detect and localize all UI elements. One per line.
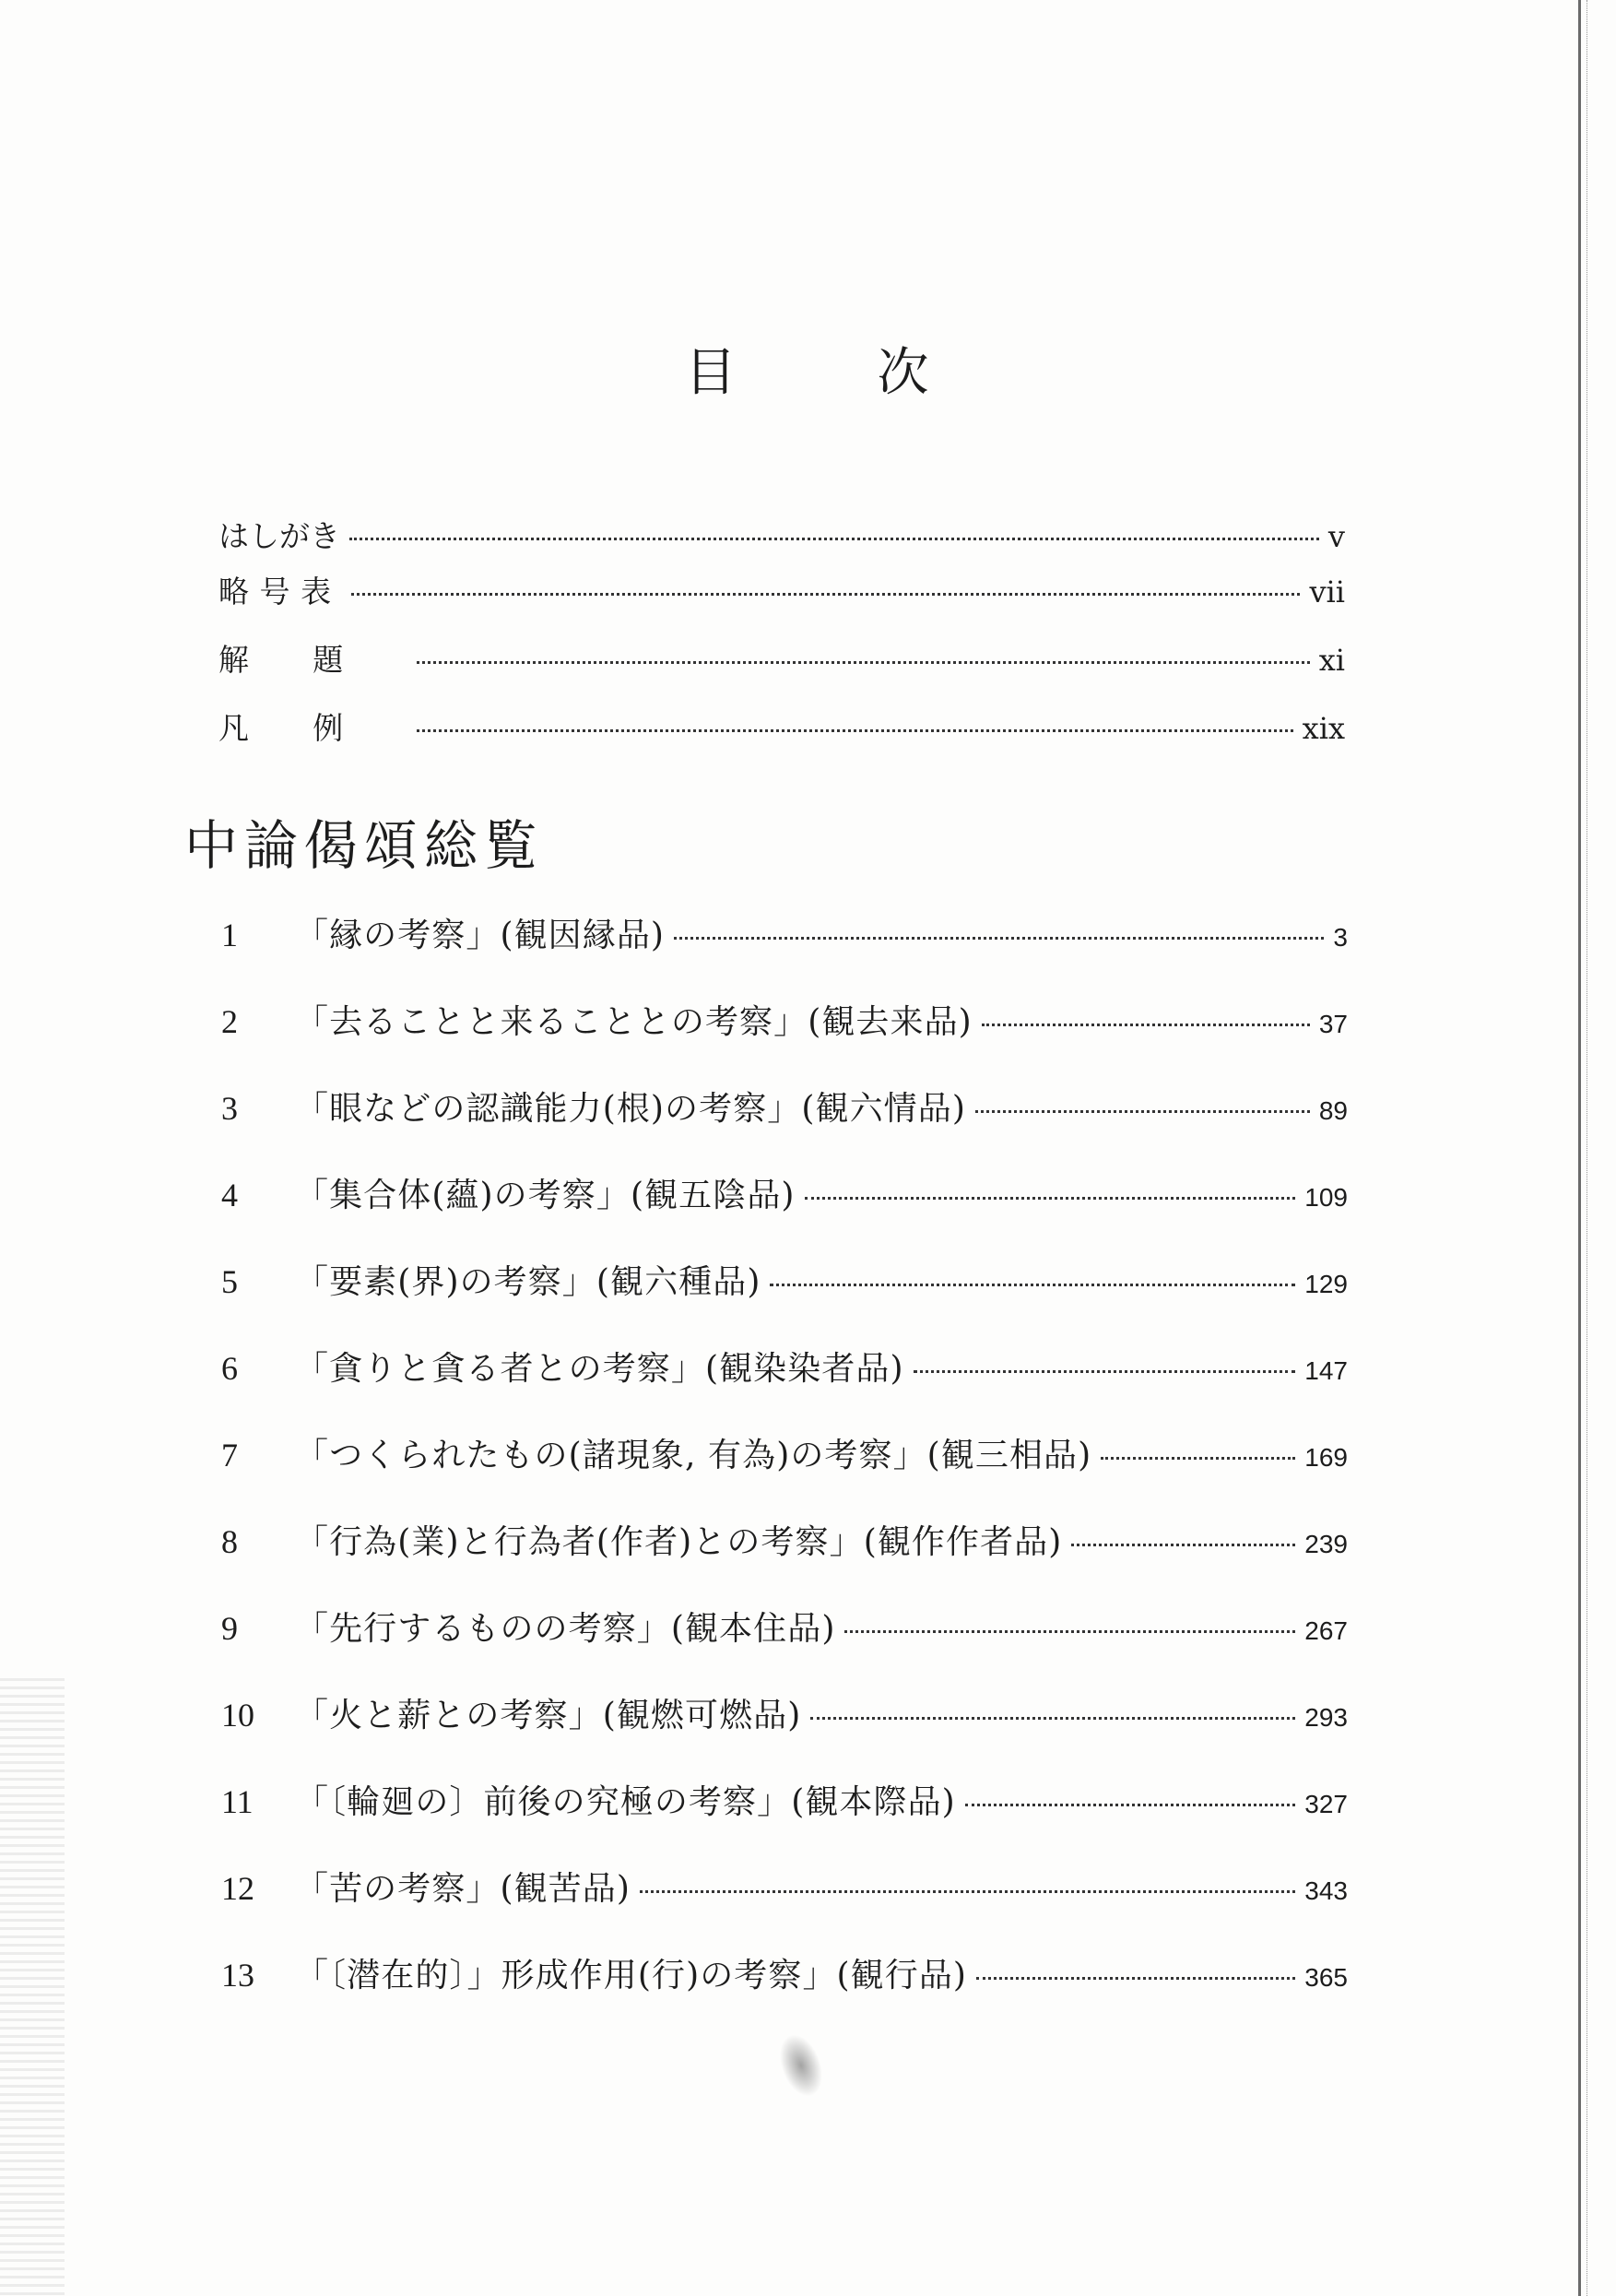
- dot-leader: [640, 1890, 1295, 1893]
- section-heading: 中論偈頌総覧: [184, 814, 544, 877]
- chapter-page: 89: [1318, 1096, 1348, 1125]
- chapter-page: 365: [1304, 1963, 1348, 1992]
- scan-smudge: [772, 2029, 830, 2102]
- chapter-page: 3: [1333, 923, 1348, 952]
- chapter-title: 「集合体(蘊)の考察」(観五陰品): [295, 1177, 796, 1214]
- toc-chapter-1[interactable]: [221, 909, 1348, 968]
- toc-chapter-7[interactable]: [221, 1429, 1348, 1488]
- chapter-number: 6: [221, 1350, 238, 1387]
- scan-left-shadow: [0, 1678, 65, 2296]
- toc-chapter-9[interactable]: [221, 1603, 1348, 1662]
- dot-leader: [770, 1284, 1295, 1286]
- toc-chapter-11[interactable]: [221, 1776, 1348, 1835]
- toc-chapter-8[interactable]: [221, 1516, 1348, 1575]
- chapter-title: 「つくられたもの(諸現象, 有為)の考察」(観三相品): [295, 1437, 1092, 1474]
- toc-chapter-2[interactable]: [221, 996, 1348, 1055]
- dot-leader: [1071, 1544, 1295, 1546]
- toc-chapter-3[interactable]: [221, 1083, 1348, 1142]
- chapter-number: 2: [221, 1003, 238, 1040]
- chapter-number: 5: [221, 1263, 238, 1300]
- chapter-page: 267: [1304, 1616, 1348, 1645]
- chapter-title: 「火と薪との考察」(観燃可燃品): [295, 1697, 802, 1734]
- chapter-page: 239: [1304, 1530, 1348, 1558]
- toc-entry-page: xix: [1302, 711, 1345, 746]
- toc-chapter-4[interactable]: [221, 1169, 1348, 1228]
- chapter-title: 「去ることと来ることとの考察」(観去来品): [295, 1003, 973, 1041]
- dot-leader: [805, 1197, 1296, 1200]
- chapter-number: 11: [221, 1783, 254, 1820]
- toc-entry-introduction[interactable]: [218, 636, 1345, 693]
- chapter-title: 「眼などの認識能力(根)の考察」(観六情品): [295, 1090, 966, 1128]
- toc-entry-label: 解題: [218, 642, 407, 678]
- chapter-number: 9: [221, 1610, 238, 1647]
- toc-entry-preface[interactable]: [218, 513, 1345, 570]
- dot-leader: [349, 538, 1319, 540]
- chapter-page: 343: [1304, 1876, 1348, 1905]
- toc-entry-conventions[interactable]: [218, 704, 1345, 762]
- dot-leader: [965, 1804, 1296, 1806]
- toc-entry-label: 略号表: [218, 574, 342, 610]
- dot-leader: [351, 593, 1301, 596]
- chapter-title: 「行為(業)と行為者(作者)との考察」(観作作者品): [295, 1523, 1063, 1561]
- page-title-char-2: 次: [877, 343, 932, 403]
- chapter-page: 293: [1304, 1703, 1348, 1732]
- chapter-title: 「苦の考察」(観苦品): [295, 1870, 631, 1908]
- toc-entry-page: vii: [1309, 574, 1345, 610]
- toc-chapter-5[interactable]: [221, 1256, 1348, 1315]
- chapter-number: 10: [221, 1697, 254, 1734]
- toc-chapter-13[interactable]: [221, 1949, 1348, 2008]
- chapter-page: 129: [1304, 1270, 1348, 1298]
- chapter-title: 「〔潜在的〕」形成作用(行)の考察」(観行品): [295, 1957, 968, 1994]
- chapter-title: 「要素(界)の考察」(観六種品): [295, 1263, 761, 1301]
- dot-leader: [674, 937, 1324, 940]
- dot-leader: [1101, 1457, 1295, 1460]
- toc-entry-abbreviations[interactable]: [218, 568, 1345, 625]
- chapter-page: 109: [1304, 1183, 1348, 1212]
- chapter-number: 8: [221, 1523, 238, 1560]
- dot-leader: [810, 1717, 1295, 1720]
- toc-entry-page: v: [1327, 519, 1345, 554]
- chapter-number: 12: [221, 1870, 254, 1907]
- chapter-page: 37: [1318, 1010, 1348, 1038]
- chapter-number: 1: [221, 917, 238, 953]
- chapter-title: 「先行するものの考察」(観本住品): [295, 1610, 836, 1648]
- dot-leader: [417, 661, 1310, 664]
- chapter-title: 「貪りと貪る者との考察」(観染染者品): [295, 1350, 904, 1388]
- chapter-number: 13: [221, 1957, 254, 1994]
- chapter-number: 3: [221, 1090, 238, 1127]
- toc-entry-label: はしがき: [218, 518, 340, 554]
- dot-leader: [982, 1024, 1310, 1026]
- dot-leader: [976, 1977, 1295, 1980]
- chapter-title: 「〔輪廻の〕前後の究極の考察」(観本際品): [295, 1783, 956, 1821]
- toc-entry-label: 凡例: [218, 710, 407, 746]
- chapter-page: 327: [1304, 1790, 1348, 1818]
- page-title-char-1: 目: [684, 343, 739, 403]
- chapter-number: 7: [221, 1437, 238, 1473]
- dot-leader: [975, 1110, 1310, 1113]
- chapter-title: 「縁の考察」(観因縁品): [295, 917, 666, 954]
- chapter-number: 4: [221, 1177, 238, 1213]
- dot-leader: [417, 729, 1293, 732]
- dot-leader: [914, 1370, 1296, 1373]
- toc-entry-page: xi: [1318, 643, 1345, 678]
- toc-chapter-6[interactable]: [221, 1343, 1348, 1402]
- dot-leader: [844, 1630, 1295, 1633]
- page-title: [0, 332, 1616, 406]
- toc-chapter-12[interactable]: [221, 1863, 1348, 1922]
- chapter-page: 169: [1304, 1443, 1348, 1472]
- toc-chapter-10[interactable]: [221, 1689, 1348, 1748]
- chapter-page: 147: [1304, 1356, 1348, 1385]
